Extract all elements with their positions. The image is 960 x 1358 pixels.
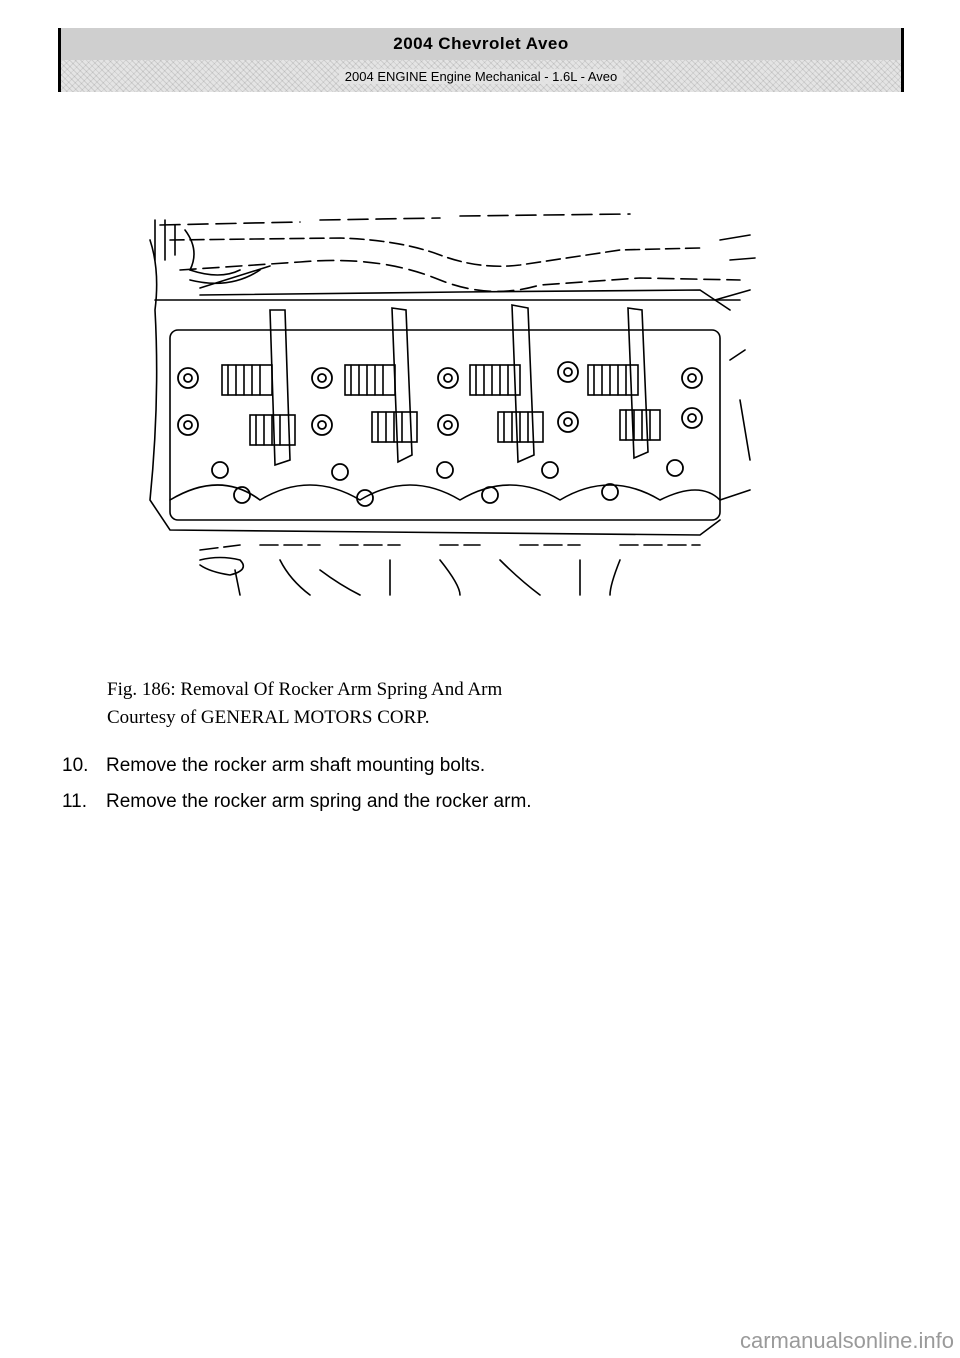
list-item: [62, 784, 532, 820]
figure-caption: [107, 676, 502, 732]
step-number: 10.: [62, 755, 89, 776]
watermark: carmanualsonline.info: [739, 1328, 954, 1353]
document-header: [58, 28, 904, 92]
list-item: [62, 748, 532, 784]
header-subtitle: 2004 ENGINE Engine Mechanical - 1.6L - Aveo: [339, 69, 623, 84]
engine-illustration: [140, 200, 760, 600]
header-subtitle-bar: [61, 60, 901, 92]
step-text: Remove the rocker arm spring and the rocker arm.: [106, 791, 532, 812]
header-title: 2004 Chevrolet Aveo: [61, 28, 901, 60]
procedure-steps: [62, 748, 532, 820]
step-number: 11.: [62, 791, 88, 812]
step-text: Remove the rocker arm shaft mounting bolts.: [106, 755, 486, 776]
caption-credit: Courtesy of GENERAL MOTORS CORP.: [107, 707, 430, 728]
caption-title: Fig. 186: Removal Of Rocker Arm Spring And Arm: [107, 679, 503, 700]
